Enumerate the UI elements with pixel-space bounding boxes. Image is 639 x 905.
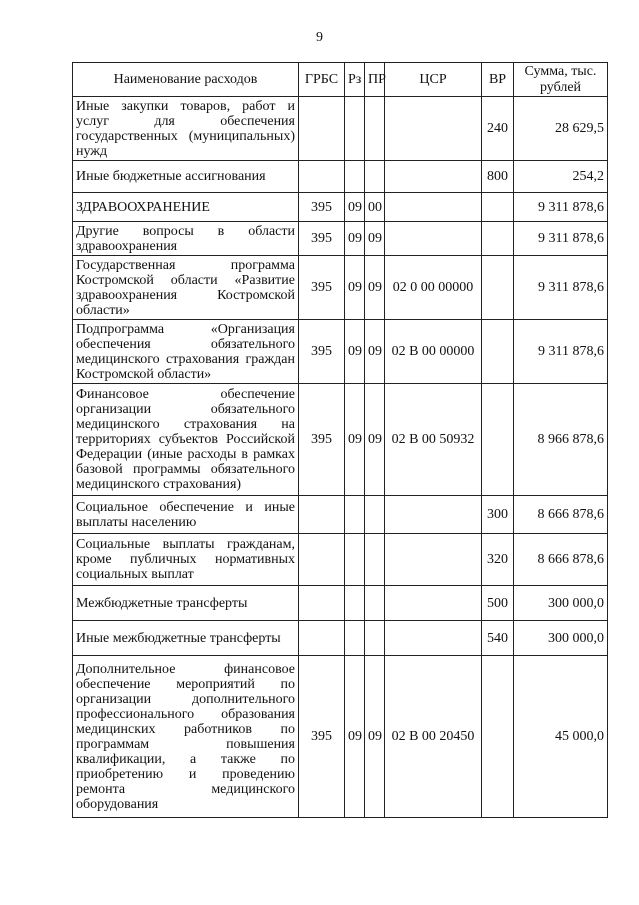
row-vr: 500	[482, 586, 514, 621]
row-sum: 45 000,0	[514, 656, 608, 818]
page-number: 9	[316, 30, 323, 45]
row-csr: 02 В 00 20450	[385, 656, 482, 818]
row-name: Социальное обеспечение и иные выплаты населению	[73, 496, 299, 534]
row-vr: 800	[482, 161, 514, 193]
row-sum: 254,2	[514, 161, 608, 193]
row-sum: 300 000,0	[514, 586, 608, 621]
row-rz: 09	[345, 656, 365, 818]
row-grbs: 395	[299, 193, 345, 222]
row-csr	[385, 621, 482, 656]
row-vr: 320	[482, 534, 514, 586]
row-rz: 09	[345, 384, 365, 496]
row-vr: 300	[482, 496, 514, 534]
row-csr	[385, 97, 482, 161]
row-rz	[345, 161, 365, 193]
row-name: Иные межбюджетные трансферты	[73, 621, 299, 656]
table-row	[73, 97, 608, 161]
row-grbs	[299, 586, 345, 621]
header-csr: ЦСР	[385, 63, 482, 97]
row-grbs: 395	[299, 384, 345, 496]
row-vr	[482, 193, 514, 222]
row-name: Подпрограмма «Организация обеспечения обязательного медицинского страхования граждан Костромской области»	[73, 320, 299, 384]
table-row	[73, 621, 608, 656]
row-name: Финансовое обеспечение организации обязательного медицинского страхования на территориях субъектов Российской Федерации (иные расходы в рамках базовой программы обязательного медицинского страхования)	[73, 384, 299, 496]
row-rz: 09	[345, 256, 365, 320]
row-csr: 02 0 00 00000	[385, 256, 482, 320]
row-vr: 240	[482, 97, 514, 161]
header-grbs: ГРБС	[299, 63, 345, 97]
row-vr: 540	[482, 621, 514, 656]
table-row	[73, 534, 608, 586]
row-grbs: 395	[299, 656, 345, 818]
header-rz: Рз	[345, 63, 365, 97]
table-row	[73, 320, 608, 384]
row-pr: 09	[365, 656, 385, 818]
row-grbs: 395	[299, 320, 345, 384]
table-row	[73, 222, 608, 256]
row-sum: 300 000,0	[514, 621, 608, 656]
row-name: Иные закупки товаров, работ и услуг для обеспечения государственных (муниципальных) нужд	[73, 97, 299, 161]
row-rz	[345, 534, 365, 586]
row-grbs: 395	[299, 222, 345, 256]
row-rz: 09	[345, 320, 365, 384]
header-name: Наименование расходов	[73, 63, 299, 97]
row-pr	[365, 496, 385, 534]
row-name: Социальные выплаты гражданам, кроме публичных нормативных социальных выплат	[73, 534, 299, 586]
row-csr	[385, 496, 482, 534]
table-row	[73, 161, 608, 193]
row-csr	[385, 586, 482, 621]
row-pr: 09	[365, 320, 385, 384]
row-vr	[482, 222, 514, 256]
row-grbs	[299, 496, 345, 534]
row-pr	[365, 534, 385, 586]
row-rz	[345, 496, 365, 534]
header-vr: ВР	[482, 63, 514, 97]
table-row	[73, 193, 608, 222]
table-row	[73, 656, 608, 818]
row-rz	[345, 586, 365, 621]
row-name: ЗДРАВООХРАНЕНИЕ	[73, 193, 299, 222]
row-pr	[365, 621, 385, 656]
row-pr: 09	[365, 222, 385, 256]
row-pr	[365, 97, 385, 161]
row-rz: 09	[345, 193, 365, 222]
table-row	[73, 256, 608, 320]
row-csr: 02 В 00 00000	[385, 320, 482, 384]
row-sum: 9 311 878,6	[514, 256, 608, 320]
row-sum: 8 966 878,6	[514, 384, 608, 496]
row-pr: 09	[365, 256, 385, 320]
row-rz	[345, 97, 365, 161]
row-pr: 00	[365, 193, 385, 222]
row-rz	[345, 621, 365, 656]
row-csr	[385, 193, 482, 222]
table-row	[73, 496, 608, 534]
row-pr	[365, 586, 385, 621]
row-pr	[365, 161, 385, 193]
row-sum: 28 629,5	[514, 97, 608, 161]
row-name: Иные бюджетные ассигнования	[73, 161, 299, 193]
row-grbs	[299, 534, 345, 586]
row-vr	[482, 320, 514, 384]
row-vr	[482, 384, 514, 496]
table-header-row	[73, 63, 608, 97]
row-name: Межбюджетные трансферты	[73, 586, 299, 621]
row-vr	[482, 256, 514, 320]
row-grbs	[299, 621, 345, 656]
row-name: Государственная программа Костромской области «Развитие здравоохранения Костромской области»	[73, 256, 299, 320]
row-sum: 9 311 878,6	[514, 320, 608, 384]
row-csr	[385, 161, 482, 193]
row-name: Другие вопросы в области здравоохранения	[73, 222, 299, 256]
row-rz: 09	[345, 222, 365, 256]
row-csr: 02 В 00 50932	[385, 384, 482, 496]
row-sum: 8 666 878,6	[514, 496, 608, 534]
row-csr	[385, 534, 482, 586]
budget-table	[72, 62, 608, 818]
row-grbs	[299, 161, 345, 193]
row-grbs	[299, 97, 345, 161]
table-row	[73, 586, 608, 621]
row-csr	[385, 222, 482, 256]
header-pr: ПР	[365, 63, 385, 97]
row-sum: 8 666 878,6	[514, 534, 608, 586]
row-name: Дополнительное финансовое обеспечение мероприятий по организации дополнительного профессионального образования медицинских работников по программам повышения квалификации, а также по приобретению и проведению ремонта медицинского оборудования	[73, 656, 299, 818]
row-pr: 09	[365, 384, 385, 496]
row-vr	[482, 656, 514, 818]
row-sum: 9 311 878,6	[514, 222, 608, 256]
row-grbs: 395	[299, 256, 345, 320]
header-sum: Сумма, тыс. рублей	[514, 63, 608, 97]
row-sum: 9 311 878,6	[514, 193, 608, 222]
table-row	[73, 384, 608, 496]
